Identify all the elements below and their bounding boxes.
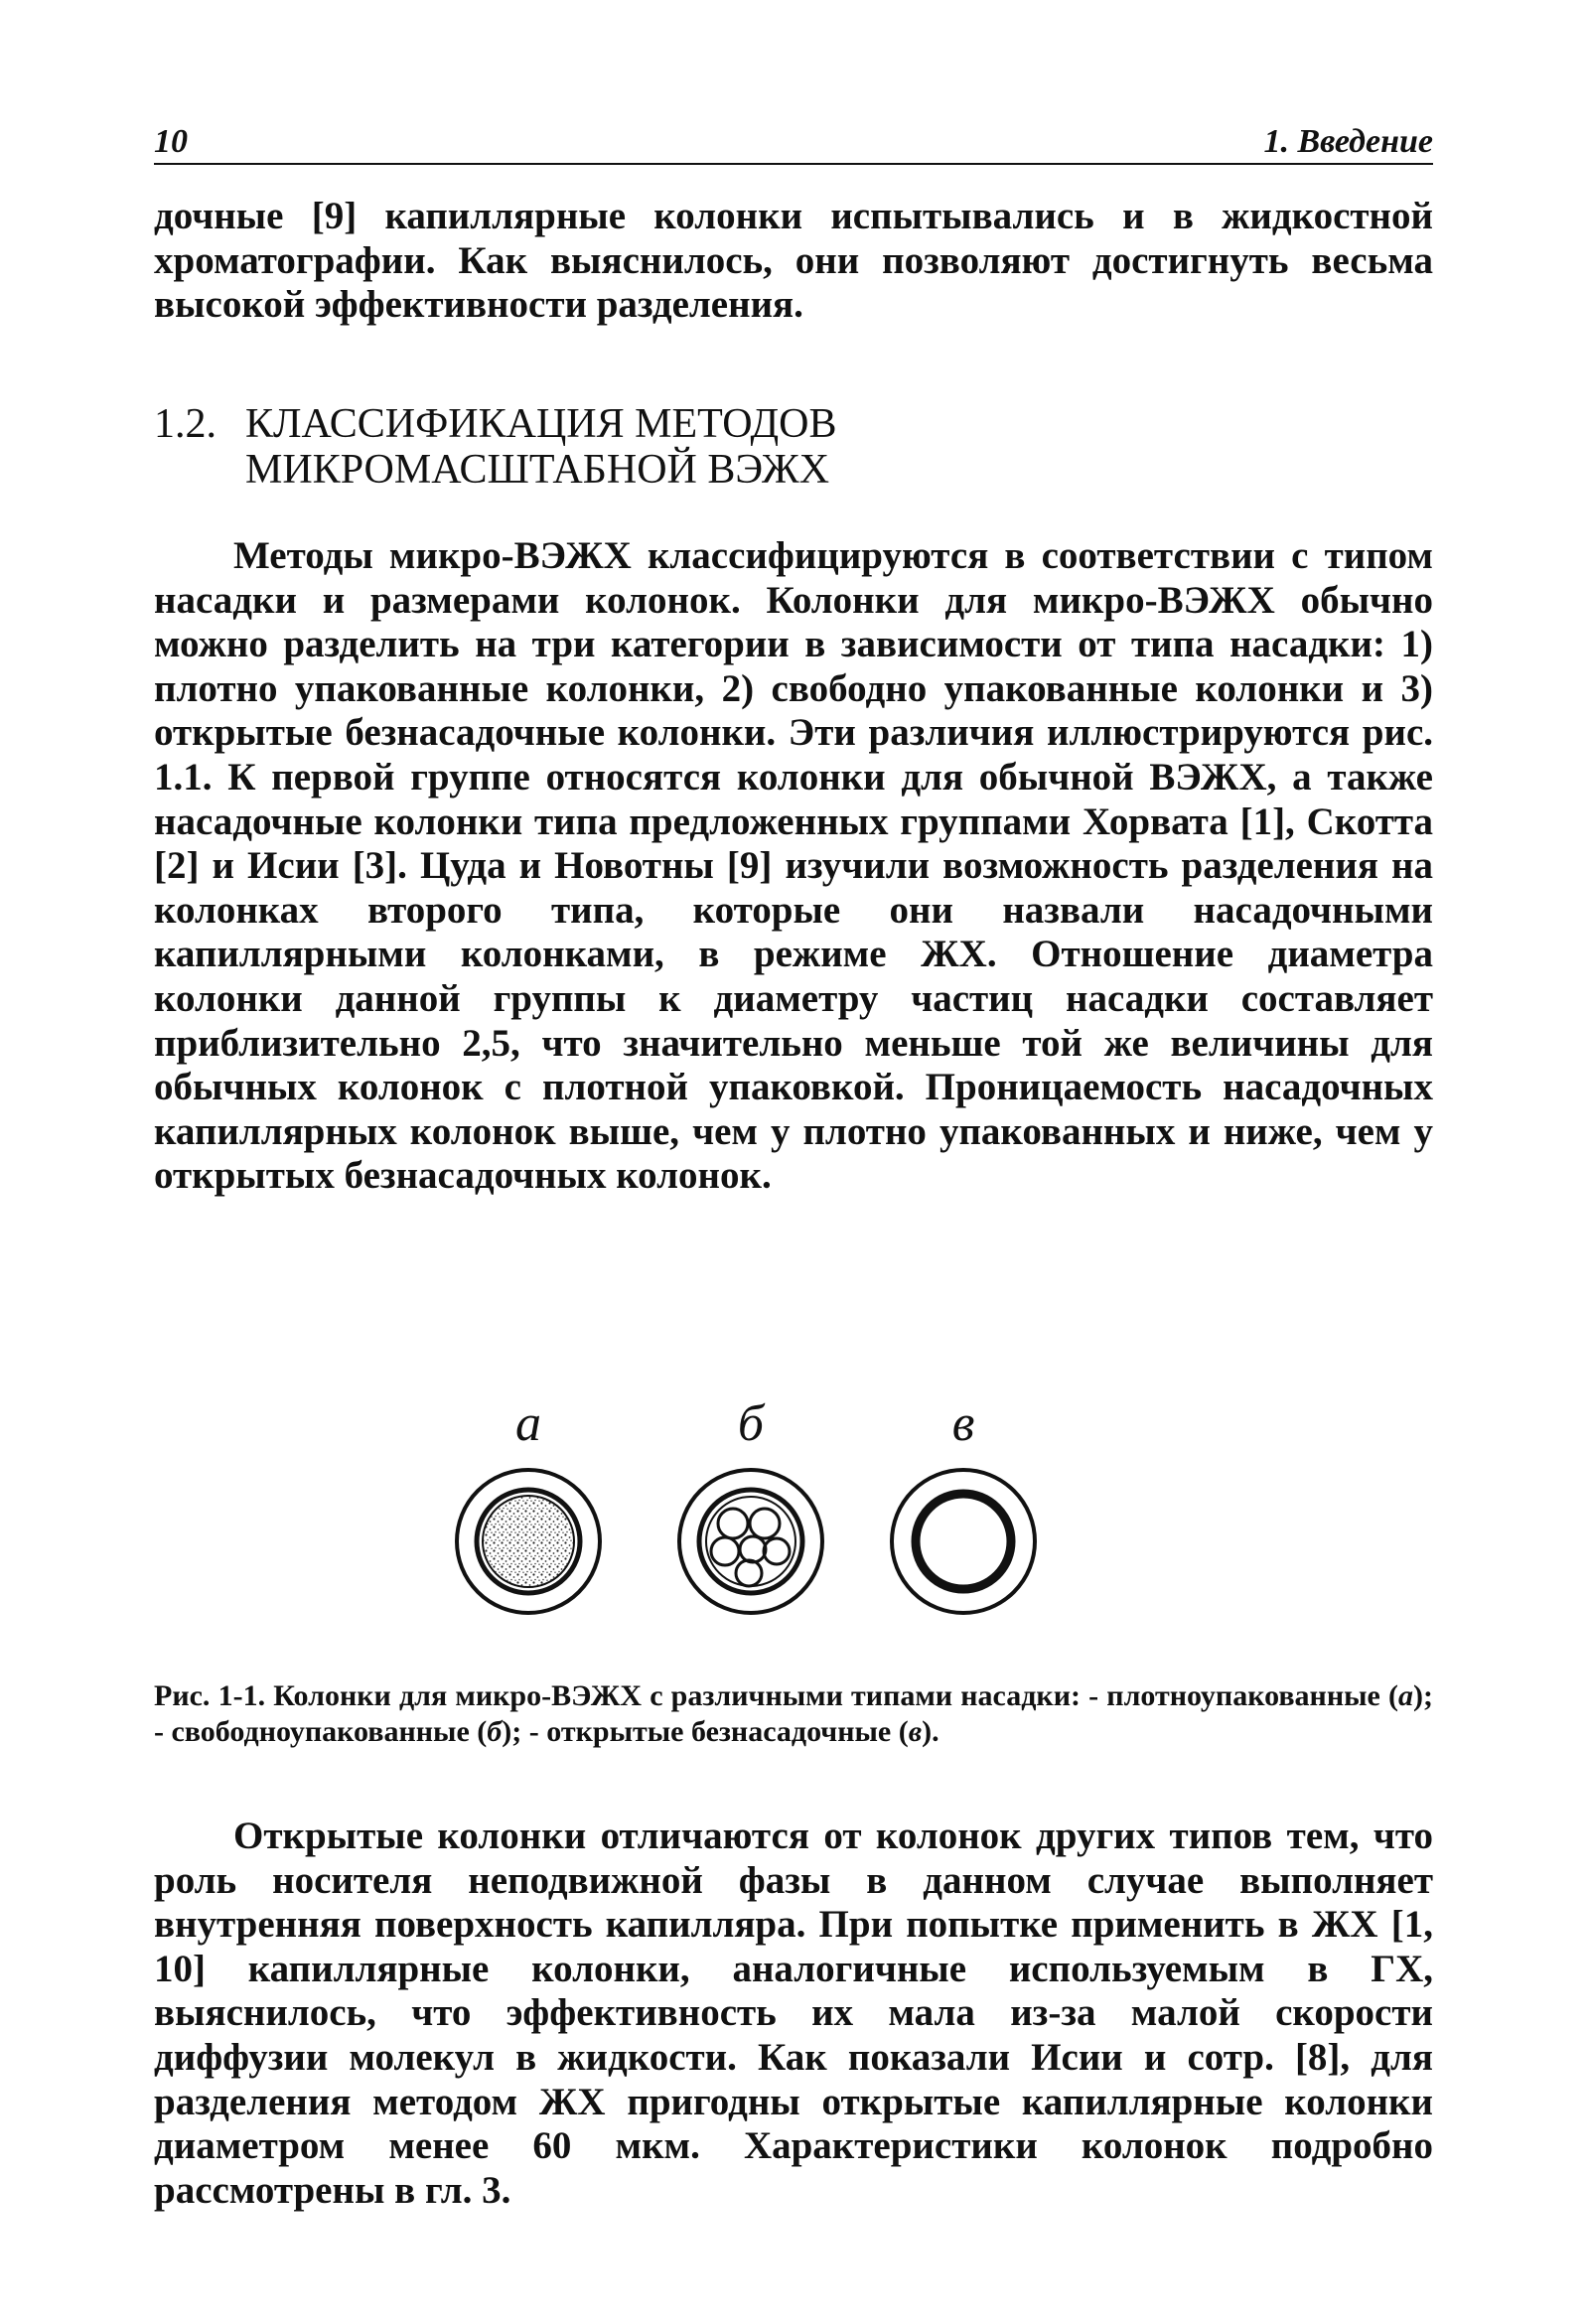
open-columns-paragraph: Открытые колонки отличаются от колонок других типов тем, что роль носителя неподвижной фазы в данном случае выполняет внутренняя поверхность капилляра. При попытке применить в ЖХ [1, 10] капиллярные колонки, аналогичные используемым в ГХ, выяснилось, что эффективность их мала из-за малой скорости диффузии молекул в жидкости. Как показали Исии и сотр. [8], для разделения методом ЖХ пригодны открытые капиллярные колонки диаметром менее 60 мкм. Характеристики колонок подробно рассмотрены в гл. 3.	[154, 1815, 1433, 2212]
caption-text-2: ); - свободноупакованные (	[154, 1679, 1433, 1748]
figure-caption	[154, 1678, 1433, 1750]
column-densely-packed	[457, 1470, 600, 1613]
methods-paragraph: Методы микро-ВЭЖХ классифицируются в соответствии с типом насадки и размерами колонок. Колонки для микро-ВЭЖХ обычно можно разделить на три категории в зависимости от типа насадки: 1) плотно упакованные колонки, 2) свободно упакованные колонки и 3) открытые безнасадочные колонки. Эти различия иллюстрируются рис. 1.1. К первой группе относятся колонки для обычной ВЭЖХ, а также насадочные колонки типа предложенных группами Хорвата [1], Скотта [2] и Исии [3]. Цуда и Новотны [9] изучили возможность разделения на колонках второго типа, которые они назвали насадочными капиллярными колонками, в режиме ЖХ. Отношение диаметра колонки данной группы к диаметру частиц насадки составляет приблизительно 2,5, что значительно меньше той же величины для обычных колонок с плотной упаковкой. Проницаемость насадочных капиллярных колонок выше, чем у плотно упакованных и ниже, чем у открытых безнасадочных колонок.	[154, 534, 1433, 1198]
figure-columns	[437, 1390, 1152, 1649]
caption-text-4: ).	[922, 1715, 939, 1748]
section-heading	[154, 401, 1433, 493]
figure-diagram	[437, 1390, 1152, 1649]
figure-label-b: б	[737, 1395, 765, 1452]
section-title-line-1: КЛАССИФИКАЦИЯ МЕТОДОВ	[245, 401, 837, 447]
column-loosely-packed	[679, 1470, 822, 1613]
column-open-tubular	[892, 1470, 1035, 1613]
figure-label-c: в	[951, 1395, 975, 1452]
caption-text-1: Рис. 1-1. Колонки для микро-ВЭЖХ с различными типами насадки: - плотноупакованные (	[154, 1679, 1399, 1712]
section-number: 1.2.	[154, 401, 217, 447]
section-title-line-2: МИКРОМАСШТАБНОЙ ВЭЖХ	[245, 447, 830, 493]
page-number: 10	[154, 123, 188, 160]
chapter-title: 1. Введение	[1263, 123, 1433, 160]
caption-ref-c: в	[908, 1715, 923, 1748]
caption-ref-a: а	[1398, 1679, 1414, 1712]
figure-label-a: а	[515, 1395, 541, 1452]
running-header	[154, 117, 1433, 165]
caption-ref-b: б	[487, 1715, 503, 1748]
caption-text-3: ); - открытые безнасадочные (	[502, 1715, 909, 1748]
intro-paragraph: дочные [9] капиллярные колонки испытывались и в жидкостной хроматографии. Как выяснилось, они позволяют достигнуть весьма высокой эффективности разделения.	[154, 195, 1433, 327]
